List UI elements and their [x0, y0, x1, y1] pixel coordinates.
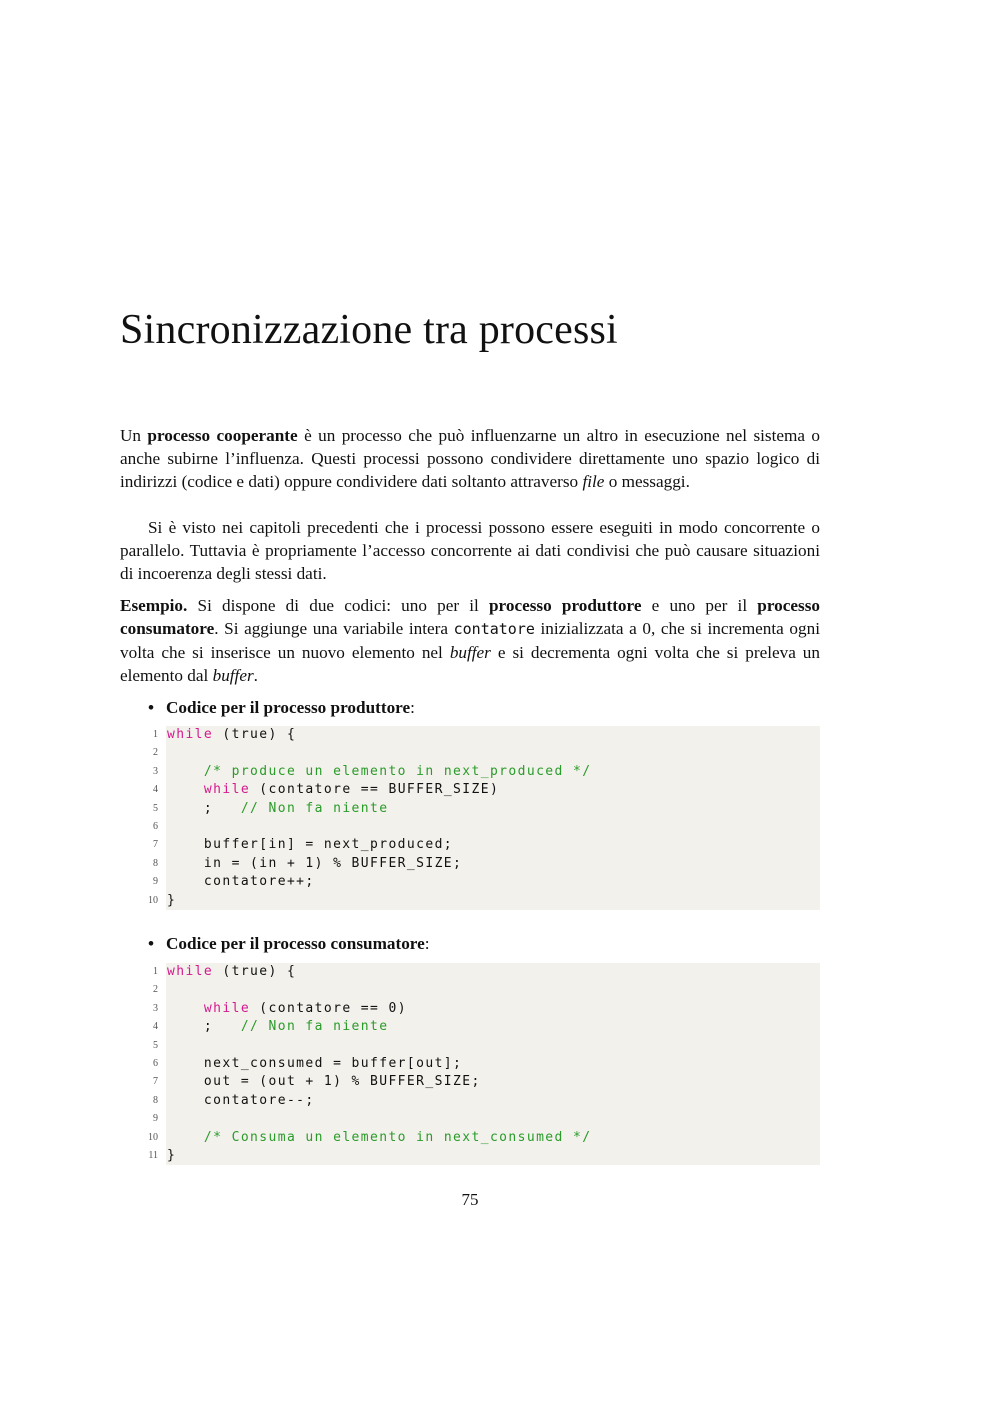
line-number: 3 [153, 765, 158, 777]
term-processo-consumatore: processo consumatore [120, 596, 820, 638]
line-number: 7 [153, 1076, 158, 1088]
code-text: while (contatore == BUFFER_SIZE) [203, 782, 500, 798]
code-text: contatore++; [167, 874, 315, 890]
consumer-heading: Codice per il processo consumatore [166, 934, 425, 953]
producer-code-block [148, 726, 820, 910]
line-number: 1 [153, 966, 158, 977]
code-keyword: while [203, 1000, 251, 1016]
code-line [153, 726, 820, 744]
example-paragraph [120, 594, 820, 687]
term-buffer: buffer [212, 666, 254, 685]
intro-text: o messaggi. [604, 472, 690, 491]
line-number: 5 [153, 1039, 158, 1051]
code-text: next_consumed = buffer[out]; [167, 1055, 463, 1071]
line-number: 8 [153, 857, 158, 869]
example-text: inizializzata a 0, che si incrementa ogni volta che si inserisce un nuovo elemento nel [120, 619, 820, 662]
chapter-title: Sincronizzazione tra processi [120, 307, 618, 353]
code-text: while (true) { [167, 727, 297, 742]
intro-paragraph-1 [120, 424, 820, 493]
example-text: Si dispone di due codici: uno per il [187, 596, 489, 615]
producer-heading: Codice per il processo produttore [166, 698, 411, 717]
code-text: } [167, 892, 177, 908]
term-file: file [582, 472, 605, 491]
line-number: 4 [153, 1021, 158, 1033]
line-number: 4 [153, 784, 158, 796]
term-processo-cooperante: processo cooperante [147, 426, 298, 445]
code-line [153, 1018, 820, 1036]
line-number: 2 [153, 747, 158, 759]
heading-colon: : [424, 934, 430, 953]
bullet-icon: • [148, 698, 155, 717]
code-line [153, 763, 820, 781]
line-number: 6 [153, 1057, 158, 1069]
code-line [153, 744, 820, 762]
term-buffer: buffer [449, 643, 491, 662]
code-line [153, 800, 820, 818]
code-comment: // Non fa niente [240, 1019, 389, 1035]
line-number: 3 [153, 1002, 158, 1014]
code-text: in = (in + 1) % BUFFER_SIZE; [167, 855, 463, 871]
line-number: 8 [153, 1094, 158, 1106]
consumer-code-block [148, 963, 820, 1165]
line-number: 10 [148, 1131, 158, 1143]
code-line [148, 1147, 820, 1165]
producer-bullet [148, 696, 415, 719]
code-keyword: while [167, 727, 214, 742]
line-number: 6 [153, 820, 158, 832]
line-number: 7 [153, 839, 158, 851]
example-label: Esempio. [120, 596, 188, 615]
line-number: 1 [153, 729, 158, 740]
code-line [153, 873, 820, 891]
term-processo-produttore: processo produttore [489, 596, 642, 615]
code-keyword: while [167, 964, 214, 979]
code-line [153, 855, 820, 873]
example-text: . Si aggiunge una variabile intera [214, 619, 454, 638]
code-comment: /* produce un elemento in next_produced */ [203, 763, 592, 779]
code-line [148, 1129, 820, 1147]
code-line [153, 1073, 820, 1091]
code-text: while (true) { [167, 964, 297, 979]
page-number: 75 [461, 1190, 479, 1209]
code-text: while (contatore == 0) [203, 1000, 407, 1016]
code-text [167, 763, 591, 781]
code-line [153, 781, 820, 799]
code-line [148, 892, 820, 910]
example-text: e si decrementa ogni volta che si preleva un elemento dal [120, 643, 820, 685]
code-text: buffer[in] = next_produced; [167, 837, 454, 853]
code-text [167, 1129, 591, 1147]
code-line [153, 1092, 820, 1110]
code-line [153, 1037, 820, 1055]
code-text: ; // Non fa niente [167, 800, 389, 816]
line-number: 2 [153, 984, 158, 996]
line-number: 11 [148, 1149, 158, 1161]
code-line [153, 981, 820, 999]
line-number: 9 [153, 876, 158, 888]
code-line [153, 818, 820, 836]
intro-text: è un processo che può influenzarne un altro in esecuzione nel sistema o anche subirne l’influenza. Questi processi possono condividere direttamente uno spazio logico di indirizzi (codice e dati) oppure condividere dati soltanto attraverso [120, 426, 821, 491]
line-number: 10 [148, 894, 158, 906]
line-number: 9 [153, 1113, 158, 1125]
code-text: ; // Non fa niente [167, 1019, 389, 1035]
code-text: contatore--; [167, 1092, 315, 1108]
example-text: e uno per il [641, 596, 758, 615]
line-number: 5 [153, 802, 158, 814]
intro-text: Si è visto nei capitoli precedenti che i processi possono essere eseguiti in modo concorrente o parallelo. Tuttavia è propriamente l’accesso concorrente ai dati condivisi che può causare situazioni di incoerenza degli stessi dati. [120, 518, 820, 583]
variable-contatore: contatore [453, 620, 535, 638]
code-line [153, 1055, 820, 1073]
code-text: } [167, 1147, 177, 1163]
code-keyword: while [203, 782, 251, 798]
code-comment: // Non fa niente [240, 800, 389, 816]
intro-paragraph-2 [120, 516, 820, 585]
code-line [153, 836, 820, 854]
code-line [153, 963, 820, 981]
code-text: out = (out + 1) % BUFFER_SIZE; [167, 1074, 481, 1090]
example-text: . [253, 666, 258, 685]
heading-colon: : [410, 698, 415, 717]
consumer-bullet [148, 932, 430, 955]
code-comment: /* Consuma un elemento in next_consumed */ [203, 1129, 592, 1145]
code-line [153, 1110, 820, 1128]
code-line [153, 1000, 820, 1018]
intro-text: Un [120, 426, 148, 445]
bullet-icon: • [148, 934, 155, 953]
